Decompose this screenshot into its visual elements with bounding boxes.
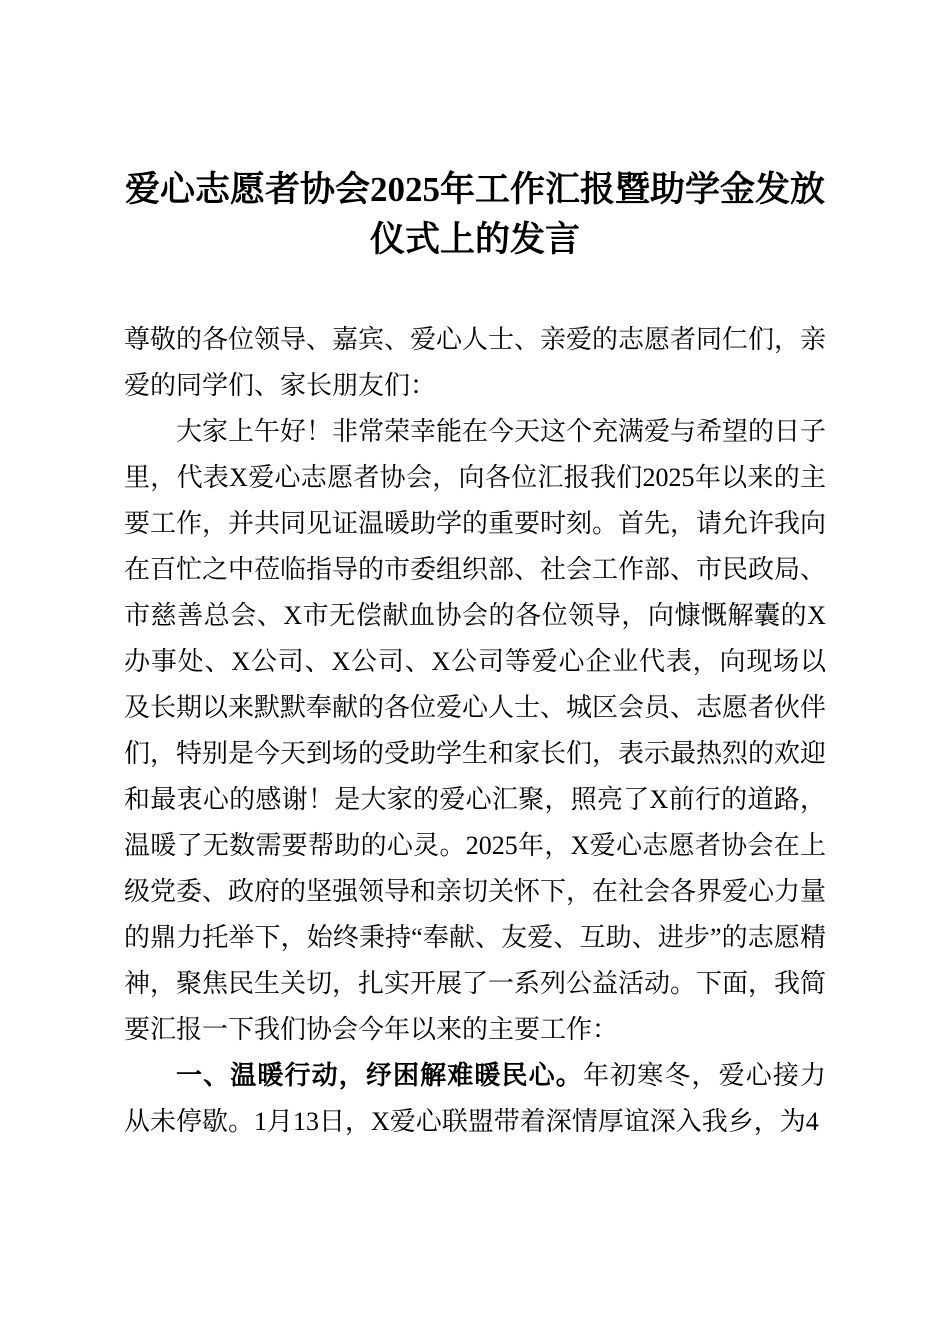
- paragraph-section-one: [124, 1053, 826, 1145]
- paragraph-text: 年初寒冬，爱心接力从未停歇。1月13日，X爱心联盟带着深情厚谊深入我乡，为4: [124, 1061, 826, 1136]
- paragraph-main-report: [124, 409, 826, 1053]
- paragraph-text: 尊敬的各位领导、嘉宾、爱心人士、亲爱的志愿者同仁们，亲爱的同学们、家长朋友们：: [124, 325, 827, 400]
- paragraph-salutation: [124, 317, 826, 409]
- paragraph-text: 大家上午好！非常荣幸能在今天这个充满爱与希望的日子里，代表X爱心志愿者协会，向各位汇报我们2025年以来的主要工作，并共同见证温暖助学的重要时刻。首先，请允许我向在百忙之中莅临指导的市委组织部、社会工作部、市民政局、市慈善总会、X市无偿献血协会的各位领导，向慷慨解囊的X办事处、X公司、X公司、X公司等爱心企业代表，向现场以及长期以来默默奉献的各位爱心人士、城区会员、志愿者伙伴们，特别是今天到场的受助学生和家长们，表示最热烈的欢迎和最衷心的感谢！是大家的爱心汇聚，照亮了X前行的道路，温暖了无数需要帮助的心灵。2025年，X爱心志愿者协会在上级党委、政府的坚强领导和亲切关怀下，在社会各界爱心力量的鼎力托举下，始终秉持“奉献、友爱、互助、进步”的志愿精神，聚焦民生关切，扎实开展了一系列公益活动。下面，我简要汇报一下我们协会今年以来的主要工作：: [124, 417, 827, 1044]
- document-title: 爱心志愿者协会2025年工作汇报暨助学金发放仪式上的发言: [124, 170, 825, 259]
- paragraph-lead: 一、温暖行动，纾困解难暖民心。: [176, 1061, 583, 1090]
